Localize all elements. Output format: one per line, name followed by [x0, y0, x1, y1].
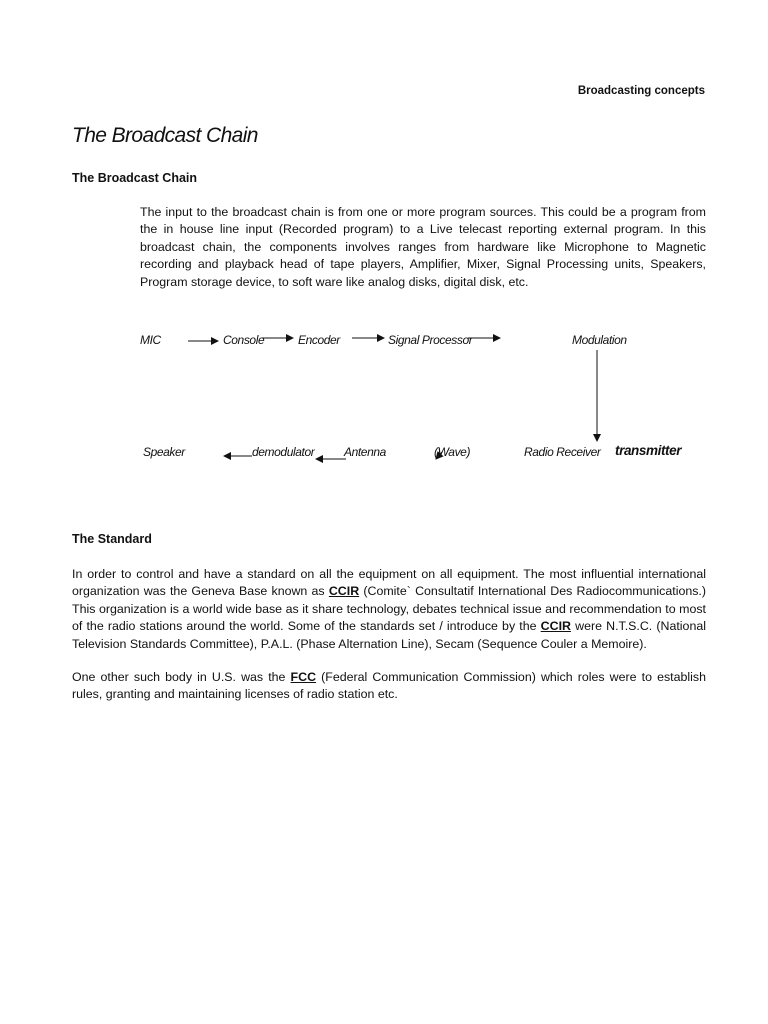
section-heading-broadcast-chain: The Broadcast Chain [72, 171, 198, 185]
intro-paragraph: The input to the broadcast chain is from one or more program sources. This could be a program from the in house line input (Recorded program) to a Live telecast reporting external program. In this broadcast chain, the components involves ranges from hardware like Microphone to Magnetic recording and playback head of tape players, Amplifier, Mixer, Signal Processing units, Speakers, Program storage device, to soft ware like analog disks, digital disk, etc. [140, 205, 706, 289]
standard-paragraph [72, 566, 706, 653]
standard-text-1: In order to control and have a standard on all the equipment on all equipment. The most influential international organization was the Geneva Base known as [72, 567, 706, 599]
standard-text-2: (Comite` Consultatif International Des Radiocommunications.) This organization is a world wide base as it share technology, debates technical issue and recommendation to most of the radio stations around the world. Some of the standards set / introduce by the [72, 584, 706, 634]
diagram-label-modulation: Modulation [572, 333, 627, 347]
diagram-label-signal-processor: Signal Processor [388, 333, 473, 347]
fcc-abbr: FCC [290, 670, 317, 684]
diagram-label-wave: (Wave) [434, 445, 471, 459]
diagram-label-antenna: Antenna [344, 445, 386, 459]
standard-text-3: were N.T.S.C. (National Television Standards Committee), P.A.L. (Phase Alternation Line), Secam (Sequence Couler a Memoire). [72, 619, 706, 651]
running-header: Broadcasting concepts [577, 85, 705, 97]
fcc-paragraph [72, 669, 706, 704]
diagram-label-transmitter: transmitter [615, 443, 682, 458]
diagram-label-mic: MIC [140, 333, 161, 347]
fcc-text-2: (Federal Communication Commission) which roles were to establish rules, granting and maintaining licenses of radio station etc. [72, 670, 706, 702]
ccir-abbr-1: CCIR [328, 584, 360, 599]
diagram-label-console: Console [223, 333, 265, 347]
page-title: The Broadcast Chain [72, 124, 258, 147]
diagram-label-demodulator: demodulator [252, 445, 315, 459]
section-heading-standard: The Standard [72, 532, 152, 546]
ccir-abbr-2: CCIR [540, 619, 571, 634]
fcc-text-1: One other such body in U.S. was the [72, 670, 291, 684]
diagram-label-radio-receiver: Radio Receiver [524, 445, 601, 459]
diagram-label-encoder: Encoder [298, 333, 340, 347]
diagram-label-speaker: Speaker [143, 445, 185, 459]
